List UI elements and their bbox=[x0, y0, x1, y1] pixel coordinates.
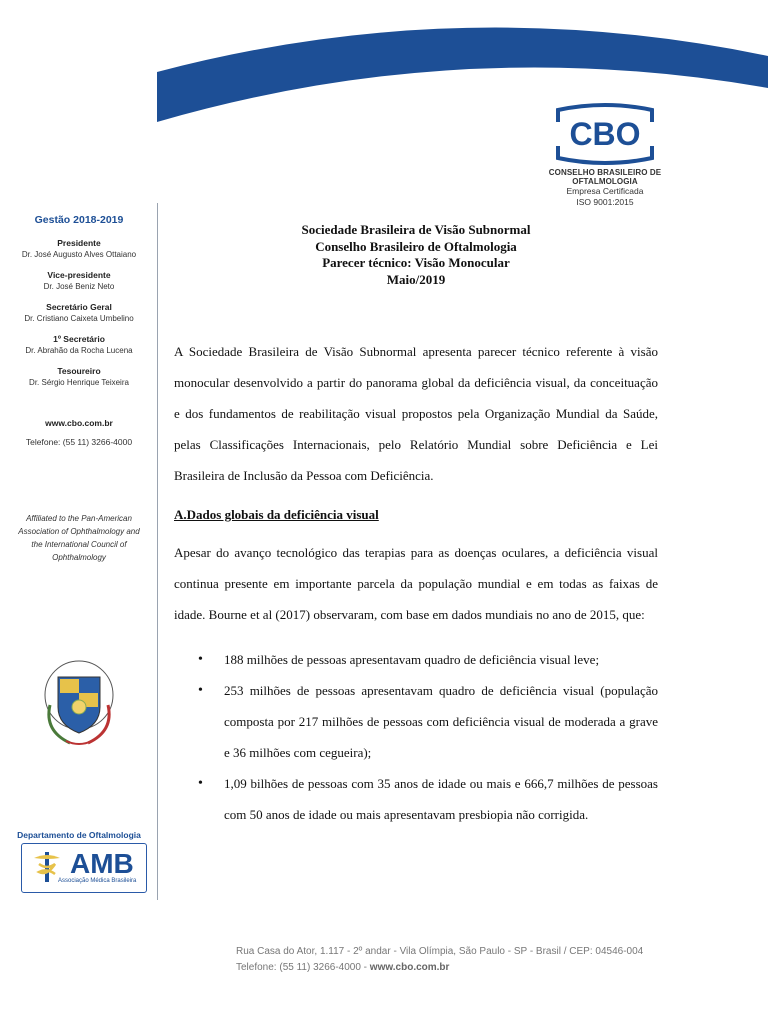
crest-icon bbox=[40, 655, 118, 750]
cbo-certification: Empresa Certificada bbox=[566, 186, 644, 196]
header-line: Maio/2019 bbox=[386, 271, 446, 287]
footer-website: www.cbo.com.br bbox=[369, 962, 450, 973]
role-vice-presidente bbox=[0, 270, 158, 292]
list-item: • 188 milhões de pessoas apresentavam quadro de deficiência visual leve; bbox=[174, 644, 658, 675]
affiliation-note: Affiliated to the Pan-American Association of Ophthalmology and the International Council of Ophthalmology bbox=[18, 514, 140, 562]
footer-phone: Telefone: (55 11) 3266-4000 - bbox=[236, 962, 370, 973]
paragraph-2: Apesar do avanço tecnológico das terapias para as doenças oculares, a deficiência visual continua presente em importante parcela da população mundial e em todas as faixas de idade. Bourne et al (2017) observaram, com base em dados mundiais no ano de 2015, que: bbox=[174, 545, 658, 622]
role-title: 1º Secretário bbox=[53, 334, 105, 344]
department-label: Departamento de Oftalmologia bbox=[17, 830, 141, 840]
cbo-wordmark: CBO bbox=[569, 116, 641, 152]
role-name: Dr. José Augusto Alves Ottaiano bbox=[21, 250, 137, 259]
sidebar-phone: Telefone: (55 11) 3266-4000 bbox=[25, 437, 133, 447]
bullet-list bbox=[174, 644, 658, 830]
footer-contact bbox=[236, 960, 676, 976]
role-title: Secretário Geral bbox=[46, 302, 112, 312]
header-line: Conselho Brasileiro de Oftalmologia bbox=[315, 238, 517, 254]
role-name: Dr. Sérgio Henrique Teixeira bbox=[29, 378, 129, 387]
sidebar bbox=[0, 210, 158, 564]
footer-address: Rua Casa do Ator, 1.117 - 2º andar - Vila Olímpia, São Paulo - SP - Brasil / CEP: 04546-004 bbox=[236, 946, 644, 957]
role-secretario-geral bbox=[0, 302, 158, 324]
amb-subtitle: Associação Médica Brasileira bbox=[58, 878, 137, 884]
role-name: Dr. Cristiano Caixeta Umbelino bbox=[24, 314, 134, 323]
document-header bbox=[174, 222, 658, 288]
cbo-emblem-icon bbox=[530, 100, 680, 168]
role-title: Tesoureiro bbox=[57, 366, 101, 376]
amb-wordmark: AMB bbox=[70, 848, 134, 879]
intro-paragraph: A Sociedade Brasileira de Visão Subnormal apresenta parecer técnico referente à visão monocular desenvolvido a partir do panorama global da deficiência visual, da conceituação e dos fundamentos de reabilitação visual propostos pela Organização Mundial da Saúde, pelas Classificações Internacionais, pelo Relatório Mundial sobre Deficiência e Lei Brasileira de Inclusão da Pessoa com Deficiência. bbox=[174, 344, 658, 483]
list-item: • 1,09 bilhões de pessoas com 35 anos de idade ou mais e 666,7 milhões de pessoas com 50 anos de idade ou mais apresentavam presbiopia não corrigida. bbox=[174, 768, 658, 830]
role-title: Vice-presidente bbox=[47, 270, 111, 280]
cbo-full-name: CONSELHO BRASILEIRO DE OFTALMOLOGIA bbox=[548, 168, 662, 186]
role-primeiro-secretario bbox=[0, 334, 158, 356]
role-tesoureiro bbox=[0, 366, 158, 388]
role-name: Dr. José Beniz Neto bbox=[43, 282, 115, 291]
document-body bbox=[174, 222, 658, 830]
section-title: A.Dados globais da deficiência visual bbox=[174, 507, 379, 522]
cbo-logo bbox=[530, 100, 680, 208]
gestao-title: Gestão 2018-2019 bbox=[34, 214, 124, 226]
amb-logo bbox=[21, 843, 147, 893]
role-presidente bbox=[0, 238, 158, 260]
role-title: Presidente bbox=[57, 238, 101, 248]
page-footer bbox=[236, 944, 676, 976]
list-item: • 253 milhões de pessoas apresentavam quadro de deficiência visual (população composta por 217 milhões de pessoas com deficiência visual de moderada a grave e 36 milhões com cegueira); bbox=[174, 675, 658, 768]
sidebar-website: www.cbo.com.br bbox=[45, 418, 113, 428]
header-line: Sociedade Brasileira de Visão Subnormal bbox=[301, 222, 531, 237]
role-name: Dr. Abrahão da Rocha Lucena bbox=[25, 346, 133, 355]
cbo-iso: ISO 9001:2015 bbox=[576, 197, 634, 207]
header-line: Parecer técnico: Visão Monocular bbox=[322, 255, 510, 270]
